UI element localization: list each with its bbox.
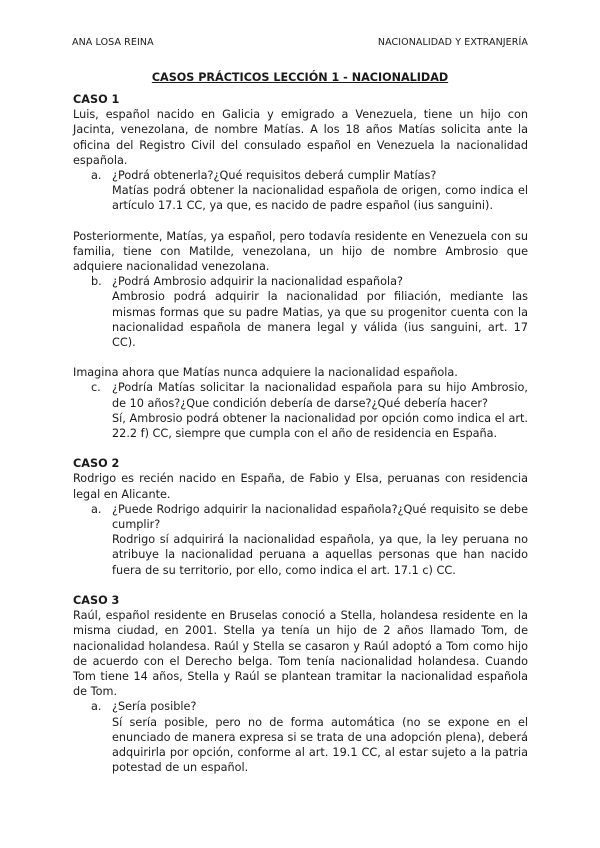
answer-text: Ambrosio podrá adquirir la nacionalidad por filiación, mediante las mismas formas que su padre Matias, ya que su progenitor cuenta con la nacionalidad española de manera legal y válida (ius sanguini, art. 17 CC). [112, 290, 528, 350]
question-label: a. [91, 502, 102, 516]
case-2 [73, 456, 528, 578]
question-text: ¿Podría Matías solicitar la nacionalidad española para su hijo Ambrosio, de 10 años?¿Que condición debería de darse?¿Qué debería hacer? [112, 381, 528, 410]
question-item [91, 380, 528, 410]
question-text: ¿Sería posible? [112, 700, 197, 714]
case-heading: CASO 3 [73, 593, 120, 607]
case-1 [73, 92, 528, 441]
case-paragraph: Posteriormente, Matías, ya español, pero todavía residente en Venezuela con su familia, tiene con Matilde, venezolana, un hijo de nombre Ambrosio que adquiere nacionalidad venezolana. [73, 229, 528, 274]
answer-text: Sí, Ambrosio podrá obtener la nacionalidad por opción como indica el art. 22.2 f) CC, siempre que cumpla con el año de residencia en España. [112, 411, 528, 441]
question-label: a. [91, 700, 102, 714]
question-item [91, 502, 528, 532]
question-item [91, 168, 528, 183]
case-paragraph: Imagina ahora que Matías nunca adquiere la nacionalidad española. [73, 366, 458, 380]
document-body [73, 92, 528, 775]
answer-text: Sí sería posible, pero no de forma automática (no se expone en el enunciado de manera expresa si se trata de una adopción plena), deberá adquirirla por opción, conforme al art. 19.1 CC, al estar sujeto a la patria potestad de un español. [112, 715, 528, 775]
case-3 [73, 593, 528, 775]
document-title: CASOS PRÁCTICOS LECCIÓN 1 - NACIONALIDAD [151, 71, 449, 84]
question-item [91, 274, 528, 289]
question-item [91, 699, 528, 714]
question-text: ¿Podrá Ambrosio adquirir la nacionalidad española? [112, 275, 404, 289]
question-label: c. [91, 381, 101, 395]
question-text: ¿Podrá obtenerla?¿Qué requisitos deberá cumplir Matías? [112, 169, 437, 183]
case-intro: Raúl, español residente en Bruselas conoció a Stella, holandesa residente en la misma ciudad, en 2001. Stella ya tenía un hijo de 2 años llamado Tom, de nacionalidad holandesa. Raúl y Stella se casaron y Raúl adoptó a Tom como hijo de acuerdo con el Derecho belga. Tom tenía nacionalidad holandesa. Cuando Tom tiene 14 años, Stella y Raúl se plantean tramitar la nacionalidad española de Tom. [73, 609, 528, 699]
question-text: ¿Puede Rodrigo adquirir la nacionalidad española?¿Qué requisito se debe cumplir? [112, 502, 528, 532]
question-label: b. [91, 275, 102, 289]
answer-text: Rodrigo sí adquirirá la nacionalidad española, ya que, la ley peruana no atribuye la nacionalidad peruana a aquellas personas que han nacido fuera de su territorio, por ello, como indica el art. 17.1 c) CC. [112, 533, 528, 577]
header-subject: NACIONALIDAD Y EXTRANJERÍA [377, 37, 528, 48]
header-author: ANA LOSA REINA [72, 37, 154, 48]
case-intro: Luis, español nacido en Galicia y emigrado a Venezuela, tiene un hijo con Jacinta, venezolana, de nombre Matías. A los 18 años Matías solicita ante la oficina del Registro Civil del consulado español en Venezuela la nacionalidad española. [73, 108, 528, 167]
question-label: a. [91, 169, 102, 183]
answer-text: Matías podrá obtener la nacionalidad española de origen, como indica el artículo 17.1 CC, ya que, es nacido de padre español (ius sanguini). [112, 184, 528, 213]
case-intro: Rodrigo es recién nacido en España, de Fabio y Elsa, peruanas con residencia legal en Alicante. [73, 472, 528, 501]
case-heading: CASO 1 [73, 93, 120, 106]
case-heading: CASO 2 [73, 457, 120, 471]
